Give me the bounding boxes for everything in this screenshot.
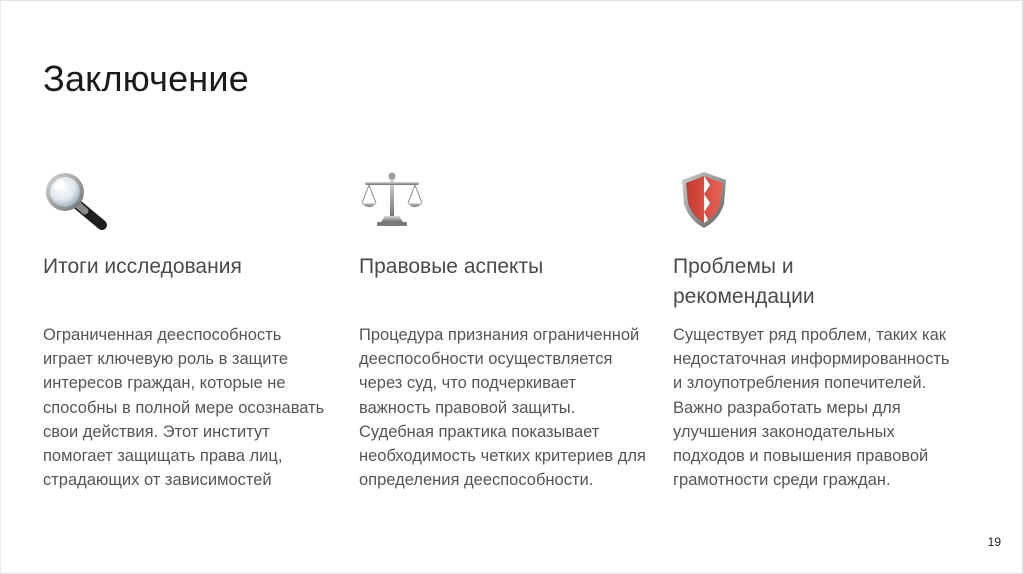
column-heading: Проблемы и рекомендации <box>673 255 815 308</box>
shield-icon <box>679 170 745 232</box>
slide-border-top <box>0 0 1024 1</box>
magnifying-glass-icon <box>43 170 109 232</box>
column-body-text: Процедура признания ограниченной дееспособности осуществляется через суд, что подчеркивает важность правовой защиты. Судебная практика показывает необходимость четких критериев для определения дееспособности. <box>359 326 646 490</box>
slide-title: Заключение <box>43 58 249 99</box>
scales-icon <box>359 170 425 232</box>
column-heading: Правовые аспекты <box>359 255 544 278</box>
page-number: 19 <box>987 535 1001 549</box>
column-heading: Итоги исследования <box>43 255 242 278</box>
slide-border-left <box>0 0 1 574</box>
column-body-text: Ограниченная дееспособность играет ключевую роль в защите интересов граждан, которые не способны в полной мере осознавать свои действия. Этот институт помогает защищать права лиц, страдающих от зависимостей <box>43 326 325 490</box>
column-body-text: Существует ряд проблем, таких как недостаточная информированность и злоупотребления попечителей. Важно разработать меры для улучшения законодательных подходов и повышения правовой грамотности среди граждан. <box>673 326 950 490</box>
